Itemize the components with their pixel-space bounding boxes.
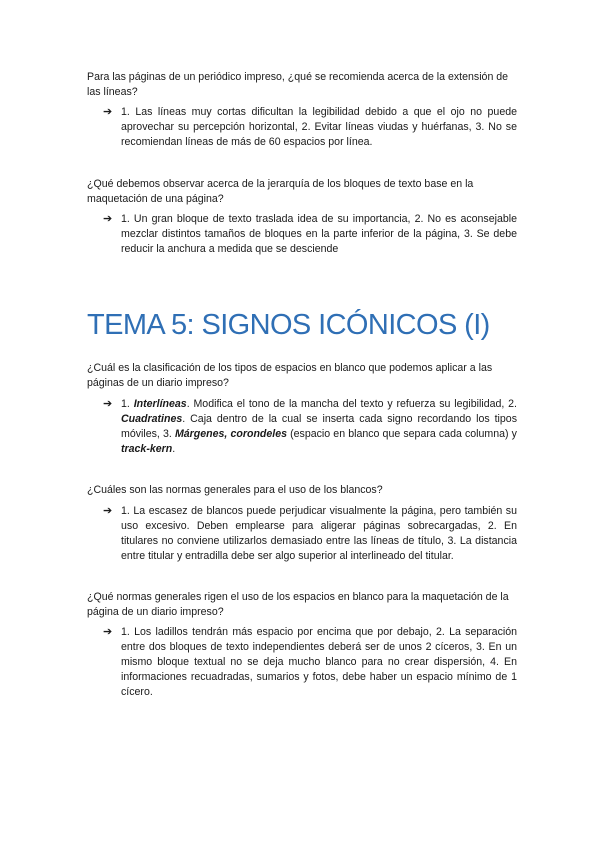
arrow-right-icon: ➔ xyxy=(103,213,113,225)
question-general-rules: ¿Cuáles son las normas generales para el uso de los blancos? xyxy=(87,484,383,496)
question-layout-rules: ¿Qué normas generales rigen el uso de los espacios en blanco para la maquetación de la página de un diario impreso? xyxy=(87,591,509,618)
answer-layout-rules xyxy=(103,625,517,700)
answer-text: 1. Las líneas muy cortas dificultan la legibilidad debido a que el ojo no puede aprovechar su percepción horizontal, 2. Evitar líneas viudas y huérfanas, 3. No se recomiendan líneas de más de 60 espacios por línea. xyxy=(121,106,517,148)
answer-text xyxy=(121,397,517,457)
answer-whitespace-types xyxy=(103,397,517,457)
answer-text: 1. La escasez de blancos puede perjudicar visualmente la página, pero también su uso excesivo. Deben emplearse para aligerar páginas sobrecargadas, 2. En titulares no conviene utilizarlos demasiado entre las líneas de título, 3. La distancia entre titular y entradilla debe ser algo superior al interlineado del titular. xyxy=(121,505,517,562)
answer-line-length xyxy=(103,105,517,150)
question-text-hierarchy: ¿Qué debemos observar acerca de la jerarquía de los bloques de texto base en la maquetación de una página? xyxy=(87,178,474,205)
arrow-right-icon: ➔ xyxy=(103,626,113,638)
term-track-kern: track-kern xyxy=(121,443,173,455)
answer-segment: 1. xyxy=(121,398,134,410)
question-line-length: Para las páginas de un periódico impreso, ¿qué se recomienda acerca de la extensión de las líneas? xyxy=(87,71,509,98)
term-interlineas: Interlíneas xyxy=(133,398,187,410)
answer-segment: . Caja dentro de la cual se inserta cada signo recordando los tipos móviles, 3. xyxy=(121,413,517,440)
arrow-right-icon: ➔ xyxy=(103,106,113,118)
answer-segment: . Modifica el tono de la mancha del texto y refuerza su legibilidad, 2. xyxy=(186,398,517,410)
answer-text: 1. Un gran bloque de texto traslada idea de su importancia, 2. No es aconsejable mezclar distintos tamaños de bloques en la parte inferior de la página, 3. Se debe reducir la anchura a medida que se desciende xyxy=(121,213,517,255)
section-heading: TEMA 5: SIGNOS ICÓNICOS (I) xyxy=(87,309,490,341)
answer-text-hierarchy xyxy=(103,212,517,257)
answer-text: 1. Los ladillos tendrán más espacio por encima que por debajo, 2. La separación entre dos bloques de texto independientes deberá ser de unos 2 cíceros, 3. En un mismo bloque textual no se deja mucho blanco para no crear dispersión, 4. En informaciones recuadradas, sumarios y fotos, debe haber un espacio mínimo de 1 cícero. xyxy=(121,626,517,698)
answer-segment: (espacio en blanco que separa cada columna) y xyxy=(287,428,517,440)
answer-segment: . xyxy=(172,443,176,455)
question-whitespace-types: ¿Cuál es la clasificación de los tipos de espacios en blanco que podemos aplicar a las páginas de un diario impreso? xyxy=(87,362,493,389)
term-margenes: Márgenes, corondeles xyxy=(174,428,287,440)
answer-general-rules xyxy=(103,504,517,564)
arrow-right-icon: ➔ xyxy=(103,398,113,410)
arrow-right-icon: ➔ xyxy=(103,505,113,517)
term-cuadratines: Cuadratines xyxy=(121,413,183,425)
